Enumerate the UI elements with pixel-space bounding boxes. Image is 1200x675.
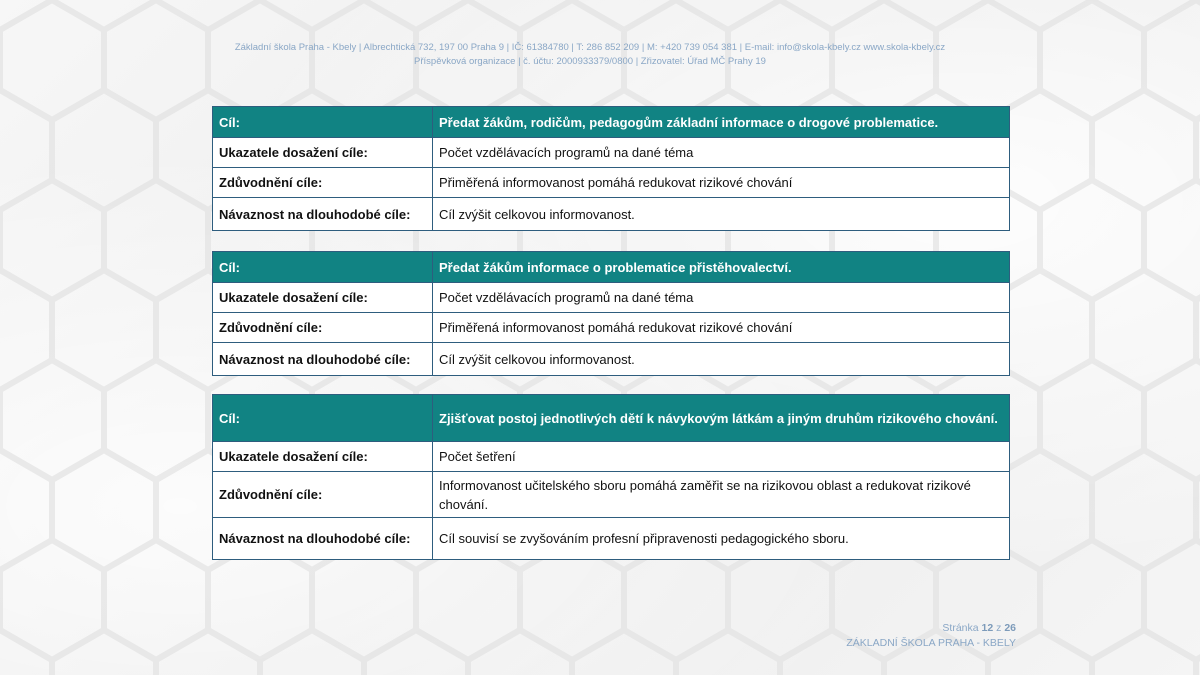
- justification-text: Informovanost učitelského sboru pomáhá zaměřit se na rizikovou oblast a redukovat rizikové chování.: [433, 472, 1010, 518]
- page-current: 12: [981, 622, 994, 634]
- page-footer: [846, 621, 1016, 651]
- justification-text: Přiměřená informovanost pomáhá redukovat rizikové chování: [433, 313, 1010, 343]
- justification-row: [213, 313, 1010, 343]
- letterhead-line-2: Příspěvková organizace | č. účtu: 2000933379/0800 | Zřizovatel: Úřad MČ Prahy 19: [414, 56, 766, 67]
- page-of: z: [996, 622, 1002, 634]
- justification-label: Zdůvodnění cíle:: [213, 168, 433, 198]
- school-name: ZÁKLADNÍ ŠKOLA PRAHA - KBELY: [846, 637, 1016, 649]
- goal-text: Předat žákům, rodičům, pedagogům základní informace o drogové problematice.: [433, 107, 1010, 138]
- continuity-text: Cíl zvýšit celkovou informovanost.: [433, 198, 1010, 231]
- letterhead-line-1: Základní škola Praha - Kbely | Albrechtická 732, 197 00 Praha 9 | IČ: 61384780 | T: 286 852 209 | M: +420 739 054 381 | E-mail: info@skola-kbely.cz www.skola-kbely.cz: [234, 42, 946, 53]
- indicators-row: [213, 138, 1010, 168]
- continuity-text: Cíl zvýšit celkovou informovanost.: [433, 343, 1010, 376]
- page-total: 26: [1004, 622, 1016, 634]
- continuity-row: [213, 343, 1010, 376]
- goal-label: Cíl:: [213, 252, 433, 283]
- goal-label: Cíl:: [213, 107, 433, 138]
- goal-text: Zjišťovat postoj jednotlivých dětí k návykovým látkám a jiným druhům rizikového chování.: [433, 395, 1010, 442]
- goal-label: Cíl:: [213, 395, 433, 442]
- continuity-label: Návaznost na dlouhodobé cíle:: [213, 518, 433, 560]
- indicators-label: Ukazatele dosažení cíle:: [213, 442, 433, 472]
- justification-row: [213, 472, 1010, 518]
- indicators-text: Počet šetření: [433, 442, 1010, 472]
- continuity-row: [213, 518, 1010, 560]
- goal-table-1: [212, 106, 1010, 231]
- continuity-row: [213, 198, 1010, 231]
- goal-row: [213, 252, 1010, 283]
- indicators-label: Ukazatele dosažení cíle:: [213, 283, 433, 313]
- continuity-text: Cíl souvisí se zvyšováním profesní připravenosti pedagogického sboru.: [433, 518, 1010, 560]
- indicators-label: Ukazatele dosažení cíle:: [213, 138, 433, 168]
- continuity-label: Návaznost na dlouhodobé cíle:: [213, 343, 433, 376]
- goal-row: [213, 107, 1010, 138]
- goal-text: Předat žákům informace o problematice přistěhovalectví.: [433, 252, 1010, 283]
- justification-row: [213, 168, 1010, 198]
- indicators-row: [213, 442, 1010, 472]
- justification-text: Přiměřená informovanost pomáhá redukovat rizikové chování: [433, 168, 1010, 198]
- justification-label: Zdůvodnění cíle:: [213, 313, 433, 343]
- goal-table-2: [212, 251, 1010, 376]
- goal-row: [213, 395, 1010, 442]
- justification-label: Zdůvodnění cíle:: [213, 472, 433, 518]
- page-word: Stránka: [942, 622, 979, 634]
- continuity-label: Návaznost na dlouhodobé cíle:: [213, 198, 433, 231]
- letterhead: [150, 41, 1030, 69]
- indicators-text: Počet vzdělávacích programů na dané téma: [433, 138, 1010, 168]
- page-number: [846, 621, 1016, 636]
- goal-table-3: [212, 394, 1010, 560]
- indicators-text: Počet vzdělávacích programů na dané téma: [433, 283, 1010, 313]
- indicators-row: [213, 283, 1010, 313]
